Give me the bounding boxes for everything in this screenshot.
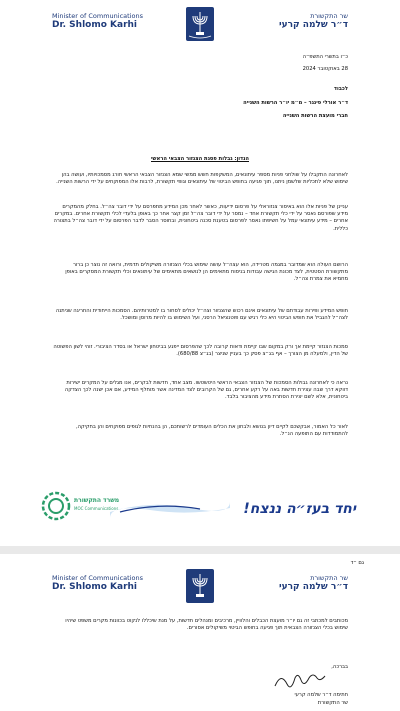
letterhead-page-2 — [0, 568, 400, 612]
signature-name: חתימה ד״ר שלמה קרעי — [294, 692, 348, 698]
letter-page-2 — [0, 554, 400, 711]
minister-name-en: Dr. Shlomo Karhi — [52, 20, 138, 30]
letterhead-hebrew — [279, 12, 348, 30]
minister-name-he-2: ד״ר שלמה קרעי — [278, 582, 348, 592]
paragraph-2: עניינן של פניות אלו הוא באיסור צנזוראלי על פרסום ידיעות, כאשר לאחר מכן המידע מתפרסם על ידי דובר צה״ל. בחלק מהמקרים מידע שפורסם נאסר על ידי כלי תקשורת אחד – נמסר על ידי דובר צה״ל זמן קצר אחר כך באופן בלעדי לכלי תקשורת אחרים. במקרים אחרים – מידע עיתונאי עמל על חשיפתו נאסר לפרסום בטענת סכנה ביטחונית, ובחוסר הסבר לדבר הפרסום על ידי דובר צה״ל בתצורה כללית. — [53, 204, 348, 232]
slogan-text: יחד בעז״ה ננצח! — [243, 501, 356, 517]
date-hebrew: כ״ו בתשרי התשפ״ה — [302, 54, 348, 60]
closing: בברכה, — [331, 664, 348, 670]
paragraph-6: נראה כי לאחרונה גבולות הסמכות של הצנזור הצבאי הראשי היטשטשו. מצב אחד, חדשות לבקרים, אנו מגלים על המקרים ישירות דווקא דרך שבה עצירת חדשות באה על רקע אחרים, גם של הקרובים לצד המדינה אשר מוחלף המידע, אם אכן ישנה לכך הצדקה ביטחונית, אלא לשם יצירת הסתרת מידע מהציבור בלבד. — [64, 380, 348, 401]
letterhead-hebrew-2 — [279, 574, 348, 592]
date-gregorian: 28 באוקטובר 2024 — [302, 66, 348, 72]
to-label: לכבוד — [333, 86, 348, 92]
paragraph-3: הרושם העולה הוא שמדובר במגמה מטרידה, הוא עצה״ל עושה שימוש בכלי הצנזורה משיקולים תדמית, ורואה זה נוצר כן ברור מתקשורת הסטטית, לצד מכונת הגישה עבודות בניסוח מתאימים הן לנושאים מתאימים של עיתונאים וכלי תקשורת המסקרים באופן מחמיא את צמרת צה״ל. — [65, 262, 348, 283]
signature-icon — [270, 670, 330, 692]
minister-name-he: ד״ר שלמה קרעי — [278, 20, 348, 30]
ministry-logo-he: משרד התקשורת — [74, 497, 120, 504]
signer-title: שר התקשורת — [317, 700, 348, 706]
flag-ribbon-icon — [110, 492, 230, 522]
recipient-line-1: ד״ר אורלי פינגר – מ״מ יו״ר הרשות השנייה — [243, 100, 348, 106]
minister-name-en-2: Dr. Shlomo Karhi — [52, 582, 138, 592]
state-emblem-icon — [182, 6, 218, 42]
letterhead-english-2 — [52, 574, 143, 592]
paragraph-5: סמכות הצנזור קיימת אך ורק במקום שבו קיימת ודאות קרובה לכך שהפרסום ייפגע בביטחון ישראל או בסדר הציבורי. זוהי לשון הפשוטה של הדין, ולמעלה מן הצורך – אף בג״צ פסק כך בעניין שניצר (בג״צ 680/88). — [53, 344, 348, 358]
minister-title-en: Minister of Communications — [52, 12, 143, 20]
minister-title-he-2: שר התקשורת — [310, 574, 348, 582]
letterhead — [0, 6, 400, 50]
subject-line: הנדון: גבלות פסגת הצנזור הצבאי הראשי — [151, 156, 249, 162]
paragraph-4: חופש המידע ופירות עבודתם של עיתונאים אינם רכוש שהצנזור וצה״ל יכולים לסחור בו למטרותיהם. הסמכות הייחודית והחריגה שניתנה לצה״ל להגביל את חופש הביטוי היא כלי רגיש עם פוטנציאל הרסני, ועל השימוש בו להיות מרוסן ומושכל. — [55, 308, 348, 322]
recipient-line-2: חברי מועצת הרשות השנייה — [282, 113, 348, 119]
ministry-logo-en: MOC Communications — [74, 506, 119, 511]
paragraph-7: לאור כל האמור, אבקשכם לקיים דיון בנושא ולבחון את הכלים העומדים לרשותכם, הן בהנחיות לגופים מפוקחים והן בחקיקה, להתמודדות עם התופעה הנ״ל. — [75, 424, 348, 438]
state-emblem-icon-2 — [182, 568, 218, 604]
paragraph-1: לאחרונה התקבלו על שולחני פניות מספר עיתונאים, המשקפות חשש ממשי שמא הצנזור הצבאי הראשי חורג מסמכויותיו, ועושה בהן שימוש שלא לתכליות שלשמן ניתנו, תוך פגיעה בחופש הביטוי של עיתונאים וגופי תקשורת, לרבות אלו המפוקחים על ידי הרשות השנייה. — [56, 172, 348, 186]
cc-label: גם ״ד — [350, 560, 364, 566]
minister-title-he: שר התקשורת — [310, 12, 348, 20]
letterhead-english — [52, 12, 143, 30]
page2-body: מכותבים למכתבי זה גם יו״ר מועצת הכבלים והלוויין, מרכיבים ומנהלים חדשות, על מנת שיכללו לנקוט בכוונות מקרים משפט שיהיו שימוש בכלי הצנזורה הצבאית תוך פגיעה בחופש הביטוי משיקולים אסורים. — [65, 618, 348, 632]
minister-title-en-2: Minister of Communications — [52, 574, 143, 582]
